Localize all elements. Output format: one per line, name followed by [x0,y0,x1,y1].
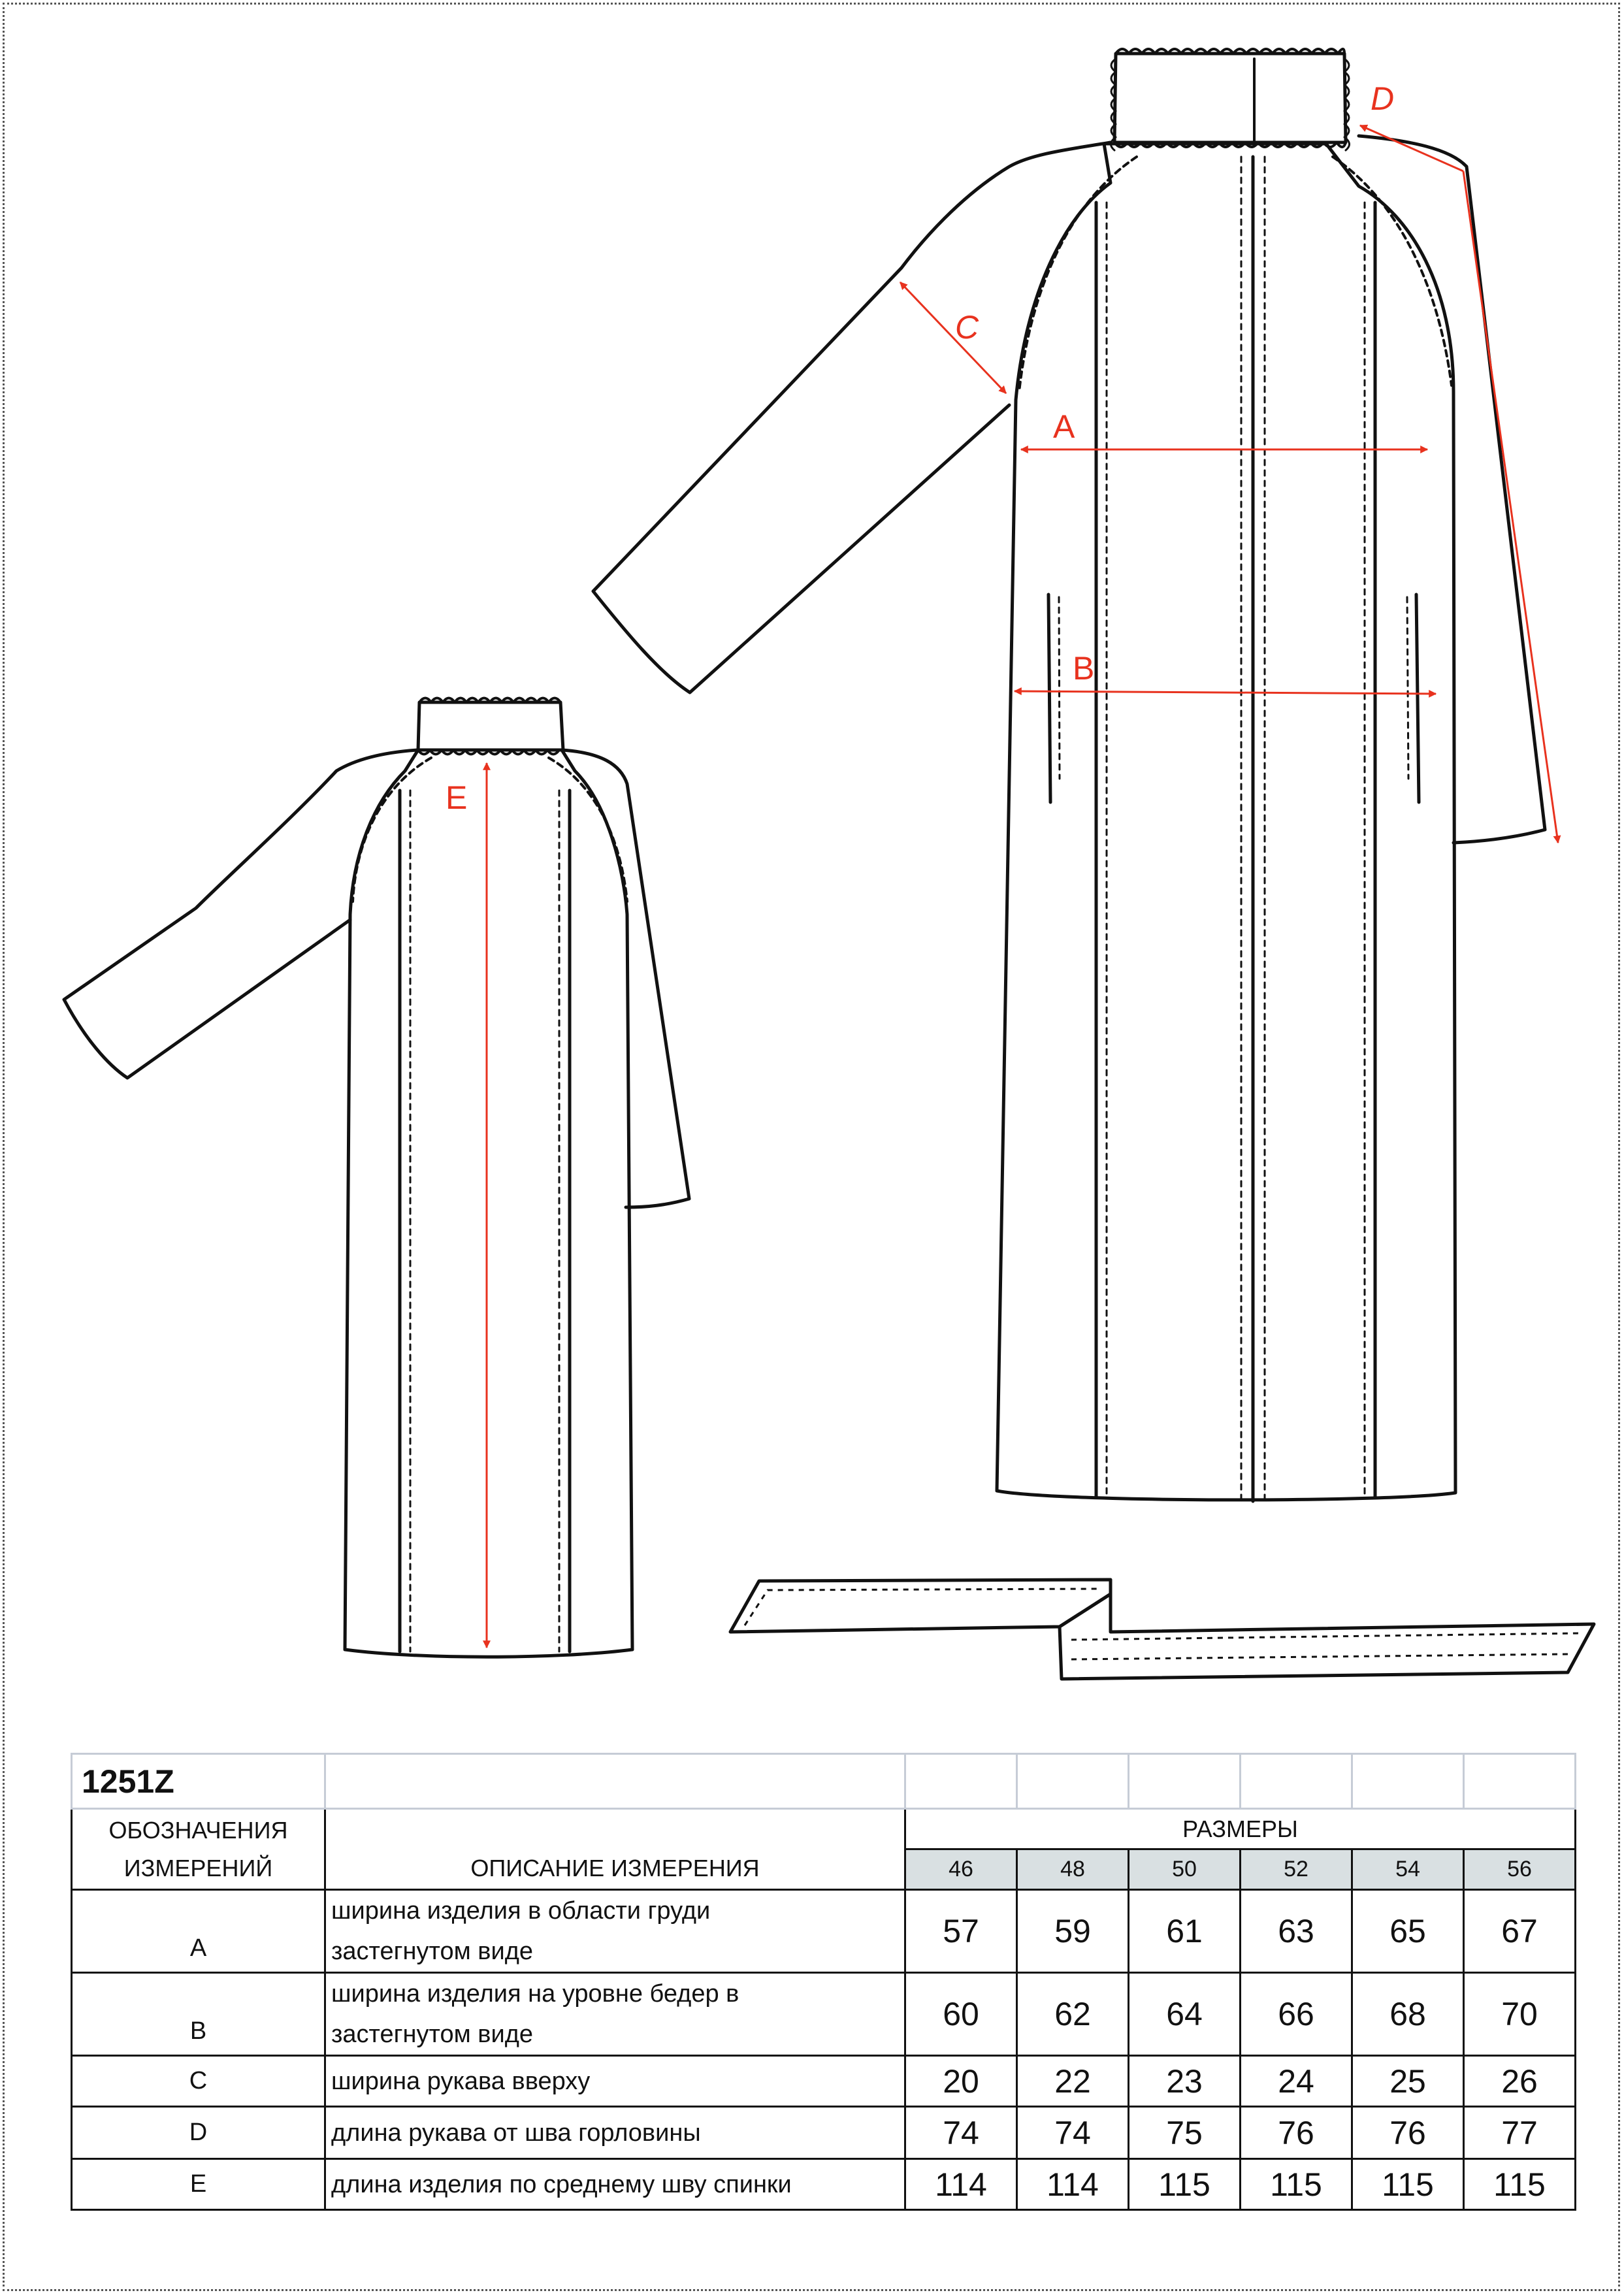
row-value: 74 [1017,2107,1129,2159]
row-description: длина изделия по среднему шву спинки [325,2159,905,2210]
front-right-pocket [1416,594,1419,802]
row-value: 63 [1241,1890,1352,1973]
row-value: 76 [1352,2107,1464,2159]
measure-b-line [1015,691,1436,694]
table-row [72,1973,1576,2056]
front-right-sleeve [1359,136,1545,843]
row-code: B [72,1973,325,2056]
row-value: 24 [1241,2056,1352,2107]
measure-d-label: D [1371,80,1395,117]
row-value: 25 [1352,2056,1464,2107]
measure-e-label: E [446,779,468,816]
row-value: 114 [905,2159,1017,2210]
front-collar [1114,54,1346,142]
row-value: 76 [1241,2107,1352,2159]
row-code: D [72,2107,325,2159]
code-column-header: ОБОЗНАЧЕНИЯ ИЗМЕРЕНИЙ [72,1809,325,1890]
row-value: 68 [1352,1973,1464,2056]
table-row [72,1890,1576,1973]
belt-drawing [730,1580,1594,1679]
coat-front-view [593,49,1545,1501]
row-value: 22 [1017,2056,1129,2107]
measure-c-label: C [955,309,979,346]
back-right-sleeve [562,750,689,1207]
measure-c-line [900,282,1006,393]
row-value: 74 [905,2107,1017,2159]
size-46: 46 [905,1849,1017,1890]
table-row [72,2056,1576,2107]
row-value: 115 [1241,2159,1352,2210]
back-collar [418,702,563,750]
row-value: 59 [1017,1890,1129,1973]
row-value: 114 [1017,2159,1129,2210]
header-row [72,1809,1576,1849]
size-table [71,1753,1576,2211]
row-value: 65 [1352,1890,1464,1973]
front-body-outline [997,144,1455,1500]
size-chart [71,1753,1576,2211]
row-description: ширина изделия в области груди застегнутом виде [325,1890,905,1973]
row-code: C [72,2056,325,2107]
description-column-header: ОПИСАНИЕ ИЗМЕРЕНИЯ [325,1809,905,1890]
row-value: 115 [1129,2159,1241,2210]
measure-d-line [1360,125,1463,171]
back-body-outline [345,750,632,1657]
row-value: 64 [1129,1973,1241,2056]
size-54: 54 [1352,1849,1464,1890]
coat-back-view [64,698,689,1657]
belt-left-part [730,1580,1111,1632]
row-description: длина рукава от шва горловины [325,2107,905,2159]
row-value: 115 [1352,2159,1464,2210]
front-left-sleeve [593,142,1111,692]
row-value: 67 [1464,1890,1576,1973]
back-collar-fur [418,698,560,755]
size-52: 52 [1241,1849,1352,1890]
row-value: 77 [1464,2107,1576,2159]
size-50: 50 [1129,1849,1241,1890]
back-left-sleeve [64,750,418,1078]
model-code: 1251Z [72,1754,325,1809]
row-value: 70 [1464,1973,1576,2056]
row-value: 57 [905,1890,1017,1973]
front-left-pocket [1048,594,1050,802]
measure-a-label: A [1053,408,1075,445]
row-value: 23 [1129,2056,1241,2107]
row-value: 20 [905,2056,1017,2107]
row-value: 75 [1129,2107,1241,2159]
size-56: 56 [1464,1849,1576,1890]
measure-b-label: B [1073,650,1095,687]
row-value: 115 [1464,2159,1576,2210]
model-row [72,1754,1576,1809]
row-value: 61 [1129,1890,1241,1973]
row-value: 26 [1464,2056,1576,2107]
row-value: 66 [1241,1973,1352,2056]
row-value: 60 [905,1973,1017,2056]
size-48: 48 [1017,1849,1129,1890]
row-value: 62 [1017,1973,1129,2056]
row-description: ширина изделия на уровне бедер в застегнутом виде [325,1973,905,2056]
row-description: ширина рукава вверху [325,2056,905,2107]
sizes-header: РАЗМЕРЫ [905,1809,1576,1849]
table-row [72,2159,1576,2210]
row-code: A [72,1890,325,1973]
table-row [72,2107,1576,2159]
row-code: E [72,2159,325,2210]
